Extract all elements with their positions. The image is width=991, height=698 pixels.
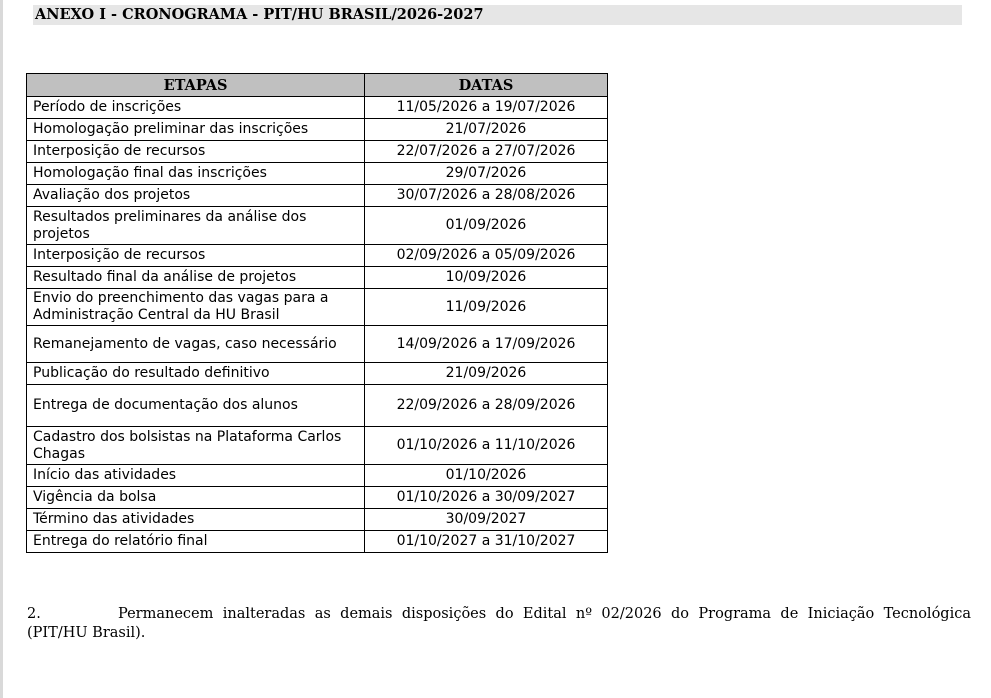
table-row (27, 119, 608, 141)
table-row (27, 245, 608, 267)
table-row (27, 289, 608, 326)
date-cell: 30/07/2026 a 28/08/2026 (365, 185, 608, 207)
column-header-datas: DATAS (365, 74, 608, 97)
table-row (27, 487, 608, 509)
stage-cell: Interposição de recursos (27, 141, 365, 163)
date-cell: 02/09/2026 a 05/09/2026 (365, 245, 608, 267)
stage-cell: Homologação final das inscrições (27, 163, 365, 185)
table-row (27, 465, 608, 487)
schedule-table (26, 73, 608, 553)
stage-cell: Envio do preenchimento das vagas para a Administração Central da HU Brasil (27, 289, 365, 326)
stage-cell: Vigência da bolsa (27, 487, 365, 509)
table-row (27, 267, 608, 289)
paragraph-number: 2. (27, 606, 41, 622)
stage-cell: Cadastro dos bolsistas na Plataforma Carlos Chagas (27, 427, 365, 465)
date-cell: 21/07/2026 (365, 119, 608, 141)
stage-cell: Resultado final da análise de projetos (27, 267, 365, 289)
stage-cell: Resultados preliminares da análise dos projetos (27, 207, 365, 245)
table-header-row (27, 74, 608, 97)
stage-cell: Remanejamento de vagas, caso necessário (27, 326, 365, 363)
date-cell: 14/09/2026 a 17/09/2026 (365, 326, 608, 363)
date-cell: 29/07/2026 (365, 163, 608, 185)
date-cell: 10/09/2026 (365, 267, 608, 289)
date-cell: 01/10/2026 a 11/10/2026 (365, 427, 608, 465)
date-cell: 11/09/2026 (365, 289, 608, 326)
page-left-border (0, 0, 3, 698)
stage-cell: Homologação preliminar das inscrições (27, 119, 365, 141)
date-cell: 11/05/2026 a 19/07/2026 (365, 97, 608, 119)
date-cell: 01/10/2026 (365, 465, 608, 487)
table-row (27, 163, 608, 185)
stage-cell: Entrega do relatório final (27, 531, 365, 553)
stage-cell: Período de inscrições (27, 97, 365, 119)
stage-cell: Início das atividades (27, 465, 365, 487)
table-row (27, 509, 608, 531)
annex-title: ANEXO I - CRONOGRAMA - PIT/HU BRASIL/2026-2027 (33, 5, 962, 25)
closing-paragraph (27, 605, 971, 643)
table-row (27, 326, 608, 363)
date-cell: 30/09/2027 (365, 509, 608, 531)
date-cell: 01/10/2027 a 31/10/2027 (365, 531, 608, 553)
stage-cell: Avaliação dos projetos (27, 185, 365, 207)
table-row (27, 385, 608, 427)
date-cell: 21/09/2026 (365, 363, 608, 385)
column-header-etapas: ETAPAS (27, 74, 365, 97)
date-cell: 22/09/2026 a 28/09/2026 (365, 385, 608, 427)
stage-cell: Entrega de documentação dos alunos (27, 385, 365, 427)
table-row (27, 207, 608, 245)
stage-cell: Publicação do resultado definitivo (27, 363, 365, 385)
date-cell: 01/10/2026 a 30/09/2027 (365, 487, 608, 509)
table-row (27, 185, 608, 207)
stage-cell: Término das atividades (27, 509, 365, 531)
date-cell: 01/09/2026 (365, 207, 608, 245)
table-row (27, 363, 608, 385)
stage-cell: Interposição de recursos (27, 245, 365, 267)
paragraph-text: Permanecem inalteradas as demais disposições do Edital nº 02/2026 do Programa de Iniciação Tecnológica (PIT/HU Brasil). (27, 606, 971, 641)
table-row (27, 531, 608, 553)
table-row (27, 427, 608, 465)
table-row (27, 97, 608, 119)
table-row (27, 141, 608, 163)
date-cell: 22/07/2026 a 27/07/2026 (365, 141, 608, 163)
schedule-table-body (27, 97, 608, 553)
